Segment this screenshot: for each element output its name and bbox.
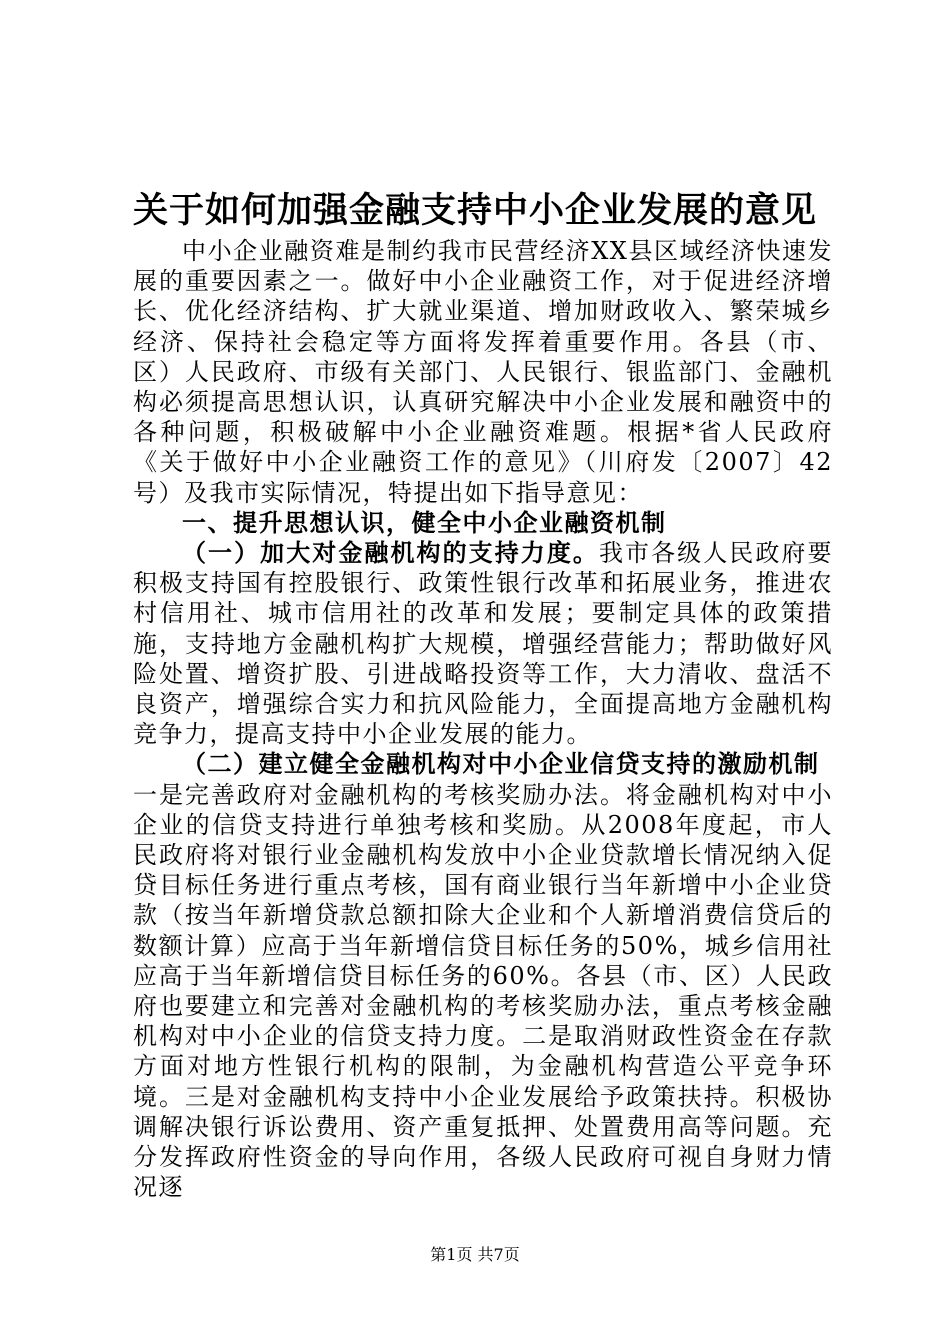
- intro-paragraph: 中小企业融资难是制约我市民营经济XX县区域经济快速发展的重要因素之一。做好中小企业融资工作，对于促进经济增长、优化经济结构、扩大就业渠道、增加财政收入、繁荣城乡经济、保持社会稳定等方面将发挥着重要作用。各县（市、区）人民政府、市级有关部门、人民银行、银监部门、金融机构必须提高思想认识，认真研究解决中小企业发展和融资中的各种问题，积极破解中小企业融资难题。根据*省人民政府《关于做好中小企业融资工作的意见》（川府发〔2007〕42号）及我市实际情况，特提出如下指导意见：: [133, 237, 833, 507]
- section-1-heading: 一、提升思想认识，健全中小企业融资机制: [182, 507, 667, 537]
- subsection-1-paragraph: [133, 538, 833, 749]
- document-title: 关于如何加强金融支持中小企业发展的意见: [132, 190, 817, 231]
- document-body: [133, 236, 833, 1203]
- subsection-2-heading: （二）建立健全金融机构对中小企业信贷支持的激励机制: [182, 749, 820, 779]
- page-footer: 第1页 共7页: [430, 1245, 520, 1264]
- subsection-2-text: 一是完善政府对金融机构的考核奖励办法。将金融机构对中小企业的信贷支持进行单独考核和奖励。从2008年度起，市人民政府将对银行业金融机构发放中小企业贷款增长情况纳入促贷目标任务进行重点考核，国有商业银行当年新增中小企业贷款（按当年新增贷款总额扣除大企业和个人新增消费信贷后的数额计算）应高于当年新增信贷目标任务的50%，城乡信用社应高于当年新增信贷目标任务的60%。各县（市、区）人民政府也要建立和完善对金融机构的考核奖励办法，重点考核金融机构对中小企业的信贷支持力度。二是取消财政性资金在存款方面对地方性银行机构的限制，为金融机构营造公平竞争环境。三是对金融机构支持中小企业发展给予政策扶持。积极协调解决银行诉讼费用、资产重复抵押、处置费用高等问题。充分发挥政府性资金的导向作用，各级人民政府可视自身财力情况逐: [133, 780, 833, 1202]
- subsection-1-heading: （一）加大对金融机构的支持力度。: [182, 538, 599, 568]
- subsection-1-text: 我市各级人民政府要积极支持国有控股银行、政策性银行改革和拓展业务，推进农村信用社、城市信用社的改革和发展；要制定具体的政策措施，支持地方金融机构扩大规模，增强经营能力；帮助做好风险处置、增资扩股、引进战略投资等工作，大力清收、盘活不良资产，增强综合实力和抗风险能力，全面提高地方金融机构竞争力，提高支持中小企业发展的能力。: [133, 539, 833, 749]
